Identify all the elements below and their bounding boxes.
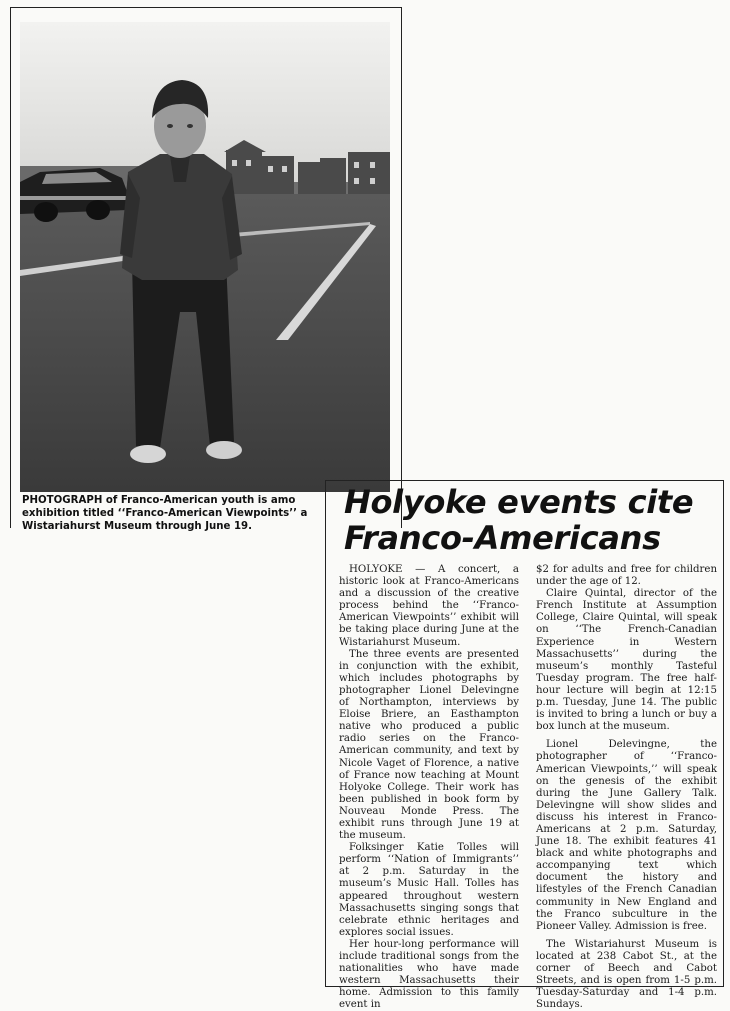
article-column-right: [536, 564, 717, 1011]
article-paragraph: Lionel Delevingne, the photographer of ‘‘Franco-American Viewpoints,’’ will speak on the genesis of the exhibit during the June Gallery Talk. Delevingne will show slides and discuss his interest in Franco-Americans at 2 p.m. Saturday, June 18. The exhibit features 41 black and white photographs and accompanying text which document the history and lifestyles of the French Canadian community in New England and the Franco subculture in the Pioneer Valley. Admission is free.: [536, 739, 717, 932]
caption-line: exhibition titled ‘‘Franco-American Viewpoints’’ a: [22, 508, 308, 519]
article-paragraph: Folksinger Katie Tolles will perform ‘‘Nation of Immigrants’’ at 2 p.m. Saturday in the museum’s Music Hall. Tolles has appeared throughout western Massachusetts singing songs that celebrate ethnic heritages and explores social issues.: [339, 842, 519, 938]
photo-caption: [22, 494, 322, 533]
article-paragraph: Claire Quintal, director of the French Institute at Assumption College, Claire Quintal, will speak on ‘‘The French-Canadian Experience in Western Massachusetts’’ during the museum’s monthly Tasteful Tuesday program. The free half-hour lecture will begin at 12:15 p.m. Tuesday, June 14. The public is invited to bring a lunch or buy a box lunch at the museum.: [536, 588, 717, 733]
photograph-franco-american-youth: [20, 22, 390, 492]
headline-line: Holyoke events cite: [344, 483, 694, 521]
article-paragraph: HOLYOKE — A concert, a historic look at Franco-Americans and a discussion of the creative process behind the ‘‘Franco-American Viewpoints’’ exhibit will be taking place during June at the Wistariahurst Museum.: [339, 564, 519, 648]
article-paragraph: The three events are presented in conjunction with the exhibit, which includes photographs by photographer Lionel Delevingne of Northampton, interviews by Eloise Briere, an Easthampton native who produced a public radio series on the Franco-American community, and text by Nicole Vaget of Florence, a native of France now teaching at Mount Holyoke College. Their work has been published in book form by Nouveau Monde Press. The exhibit runs through June 19 at the museum.: [339, 648, 519, 842]
article-paragraph: The Wistariahurst Museum is located at 238 Cabot St., at the corner of Beech and Cabot Streets, and is open from 1-5 p.m. Tuesday-Saturday and 1-4 p.m. Sundays.: [536, 938, 717, 1011]
article-headline: [344, 484, 714, 556]
caption-line: Wistariahurst Museum through June 19.: [22, 521, 253, 532]
article-paragraph: Her hour-long performance will include traditional songs from the nationalities who have made western Massachusetts their home. Admission to this family event in: [339, 938, 519, 1011]
article-column-left: [339, 564, 519, 1011]
headline-line: Franco-Americans: [344, 519, 661, 557]
caption-line: PHOTOGRAPH of Franco-American youth is amo: [22, 495, 296, 506]
article-paragraph: $2 for adults and free for children under the age of 12.: [536, 564, 717, 588]
